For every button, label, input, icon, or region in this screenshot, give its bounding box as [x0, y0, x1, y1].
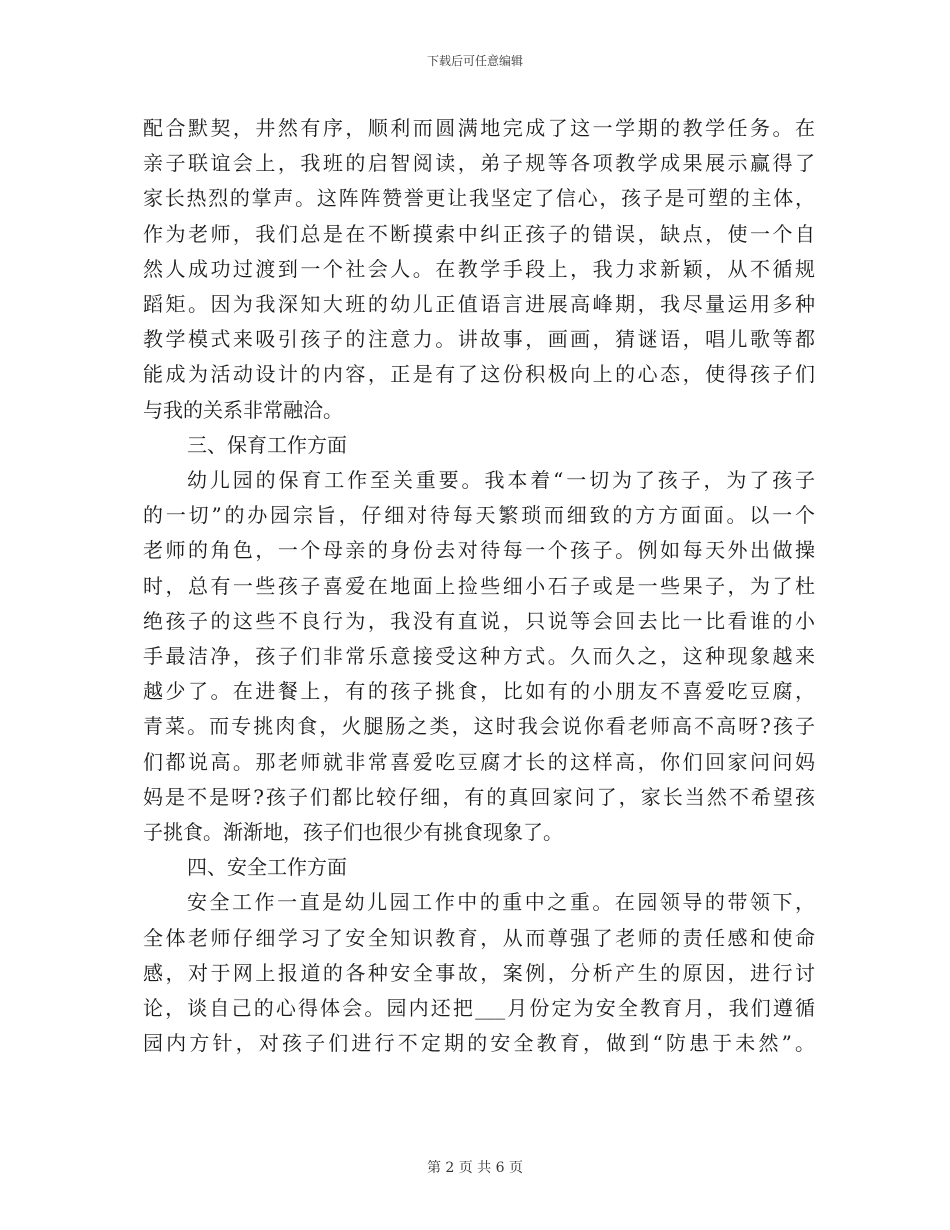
paragraph-line: 教学模式来吸引孩子的注意力。讲故事，画画，猜谜语，唱儿歌等都: [143, 327, 815, 352]
page-header: 下载后可任意编辑: [426, 54, 523, 68]
paragraph-line: 蹈矩。因为我深知大班的幼儿正值语言进展高峰期，我尽量运用多种: [143, 292, 815, 317]
paragraph-line: 与我的关系非常融洽。: [143, 397, 343, 422]
paragraph-line: 亲子联谊会上，我班的启智阅读，弟子规等各项教学成果展示赢得了: [143, 151, 815, 176]
paragraph-line: 论，谈自己的心得体会。园内还把___月份定为安全教育月，我们遵循: [143, 996, 815, 1021]
page-footer: 第 2 页 共 6 页: [426, 1160, 524, 1176]
paragraph-line: 全体老师仔细学习了安全知识教育，从而尊强了老师的责任感和使命: [143, 925, 815, 950]
section-heading: 三、保育工作方面: [187, 432, 347, 457]
paragraph-line: 妈是不是呀?孩子们都比较仔细，有的真回家问了，家长当然不希望孩: [143, 784, 815, 809]
paragraph-line: 园内方针，对孩子们进行不定期的安全教育，做到“防患于未然”。: [143, 1031, 815, 1056]
paragraph-line: 安全工作一直是幼儿园工作中的重中之重。在园领导的带领下，: [187, 890, 815, 915]
paragraph-line: 们都说高。那老师就非常喜爱吃豆腐才长的这样高，你们回家问问妈: [143, 749, 815, 774]
paragraph-line: 的一切”的办园宗旨，仔细对待每天繁琐而细致的方方面面。以一个: [143, 503, 815, 528]
paragraph-line: 配合默契，井然有序，顺利而圆满地完成了这一学期的教学任务。在: [143, 116, 815, 140]
section-heading: 四、安全工作方面: [187, 855, 347, 880]
paragraph-line: 老师的角色，一个母亲的身份去对待每一个孩子。例如每天外出做操: [143, 538, 815, 563]
paragraph-line: 然人成功过渡到一个社会人。在教学手段上，我力求新颖，从不循规: [143, 256, 815, 281]
paragraph-line: 幼儿园的保育工作至关重要。我本着“一切为了孩子，为了孩子: [187, 468, 815, 493]
paragraph-line: 绝孩子的这些不良行为，我没有直说，只说等会回去比一比看谁的小: [143, 608, 815, 633]
body-text: [143, 111, 815, 1061]
paragraph-line: 越少了。在进餐上，有的孩子挑食，比如有的小朋友不喜爱吃豆腐，: [143, 679, 815, 704]
paragraph-line: 感，对于网上报道的各种安全事故，案例，分析产生的原因，进行讨: [143, 960, 815, 985]
paragraph-line: 能成为活动设计的内容，正是有了这份积极向上的心态，使得孩子们: [143, 362, 815, 387]
paragraph-line: 子挑食。渐渐地，孩子们也很少有挑食现象了。: [143, 820, 563, 845]
paragraph-line: 家长热烈的掌声。这阵阵赞誉更让我坚定了信心，孩子是可塑的主体，: [143, 186, 815, 211]
paragraph-line: 手最洁净，孩子们非常乐意接受这种方式。久而久之，这种现象越来: [143, 644, 815, 669]
paragraph-line: 作为老师，我们总是在不断摸索中纠正孩子的错误，缺点，使一个自: [143, 221, 815, 246]
paragraph-line: 青菜。而专挑肉食，火腿肠之类，这时我会说你看老师高不高呀?孩子: [143, 714, 815, 739]
paragraph-line: 时，总有一些孩子喜爱在地面上捡些细小石子或是一些果子，为了杜: [143, 573, 815, 598]
